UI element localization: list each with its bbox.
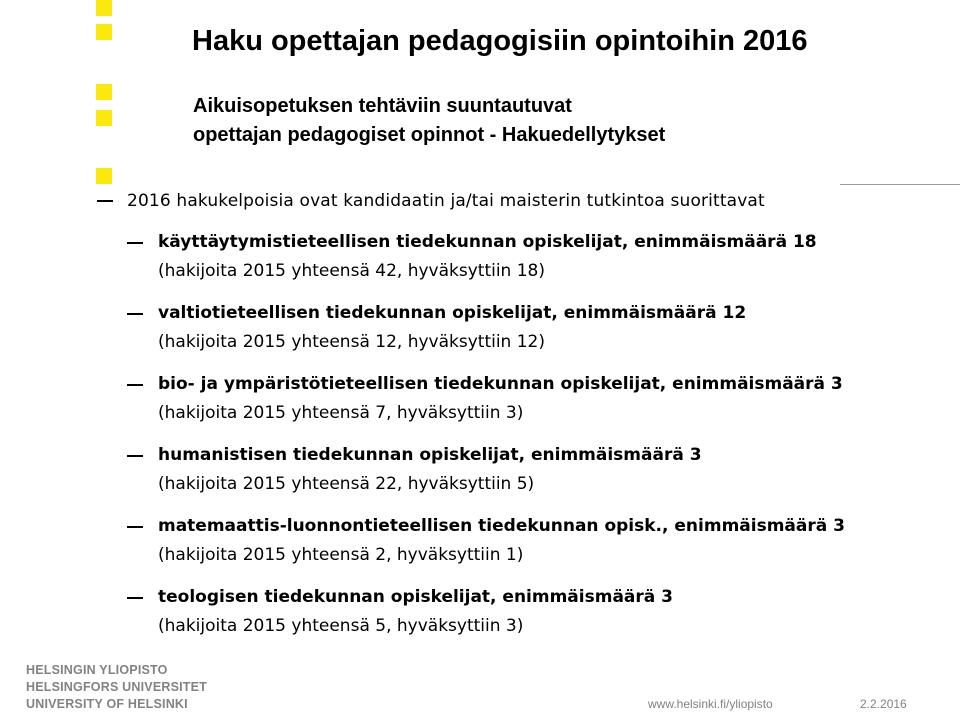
faculty-heading: matemaattis-luonnontieteellisen tiedekunnan opisk., enimmäismäärä 3 (158, 516, 845, 536)
logo-line-fi: HELSINGIN YLIOPISTO (26, 663, 168, 677)
faculty-heading: valtiotieteellisen tiedekunnan opiskelijat, enimmäismäärä 12 (158, 303, 747, 323)
slide-subtitle (193, 92, 665, 150)
slide-title: Haku opettajan pedagogisiin opintoihin 2016 (192, 25, 808, 57)
faculty-detail: (hakijoita 2015 yhteensä 2, hyväksyttiin 1) (158, 545, 524, 565)
list-item (127, 228, 947, 299)
subtitle-line-2: opettajan pedagogiset opinnot - Hakuedellytykset (193, 124, 666, 146)
flame-logo-icon (96, 0, 112, 196)
faculty-heading: käyttäytymistieteellisen tiedekunnan opiskelijat, enimmäismäärä 18 (158, 232, 817, 252)
faculty-heading: teologisen tiedekunnan opiskelijat, enimmäismäärä 3 (158, 587, 673, 607)
list-item (127, 441, 947, 512)
dash-bullet-icon (127, 526, 143, 528)
faculty-heading: humanistisen tiedekunnan opiskelijat, enimmäismäärä 3 (158, 445, 702, 465)
logo-line-en: UNIVERSITY OF HELSINKI (26, 697, 188, 711)
list-item (127, 583, 947, 654)
main-bullet (97, 188, 765, 214)
header-divider (840, 184, 960, 185)
dash-bullet-icon (127, 384, 143, 386)
list-item (127, 299, 947, 370)
faculty-detail: (hakijoita 2015 yhteensä 42, hyväksyttiin 18) (158, 261, 545, 281)
dash-bullet-icon (127, 313, 143, 315)
faculty-detail: (hakijoita 2015 yhteensä 5, hyväksyttiin 3) (158, 616, 524, 636)
dash-bullet-icon (127, 455, 143, 457)
dash-bullet-icon (127, 597, 143, 599)
dash-bullet-icon (97, 200, 113, 202)
university-logo (26, 662, 207, 713)
footer-date: 2.2.2016 (860, 697, 907, 711)
subtitle-line-1: Aikuisopetuksen tehtäviin suuntautuvat (193, 95, 572, 117)
faculty-detail: (hakijoita 2015 yhteensä 7, hyväksyttiin 3) (158, 403, 524, 423)
footer-url: www.helsinki.fi/yliopisto (648, 697, 773, 711)
dash-bullet-icon (127, 242, 143, 244)
logo-line-sv: HELSINGFORS UNIVERSITET (26, 680, 208, 694)
faculty-detail: (hakijoita 2015 yhteensä 22, hyväksyttiin 5) (158, 474, 535, 494)
faculty-list (127, 228, 947, 654)
list-item (127, 370, 947, 441)
main-bullet-text: 2016 hakukelpoisia ovat kandidaatin ja/tai maisterin tutkintoa suorittavat (127, 191, 765, 211)
faculty-heading: bio- ja ympäristötieteellisen tiedekunnan opiskelijat, enimmäismäärä 3 (158, 374, 843, 394)
faculty-detail: (hakijoita 2015 yhteensä 12, hyväksyttiin 12) (158, 332, 545, 352)
list-item (127, 512, 947, 583)
